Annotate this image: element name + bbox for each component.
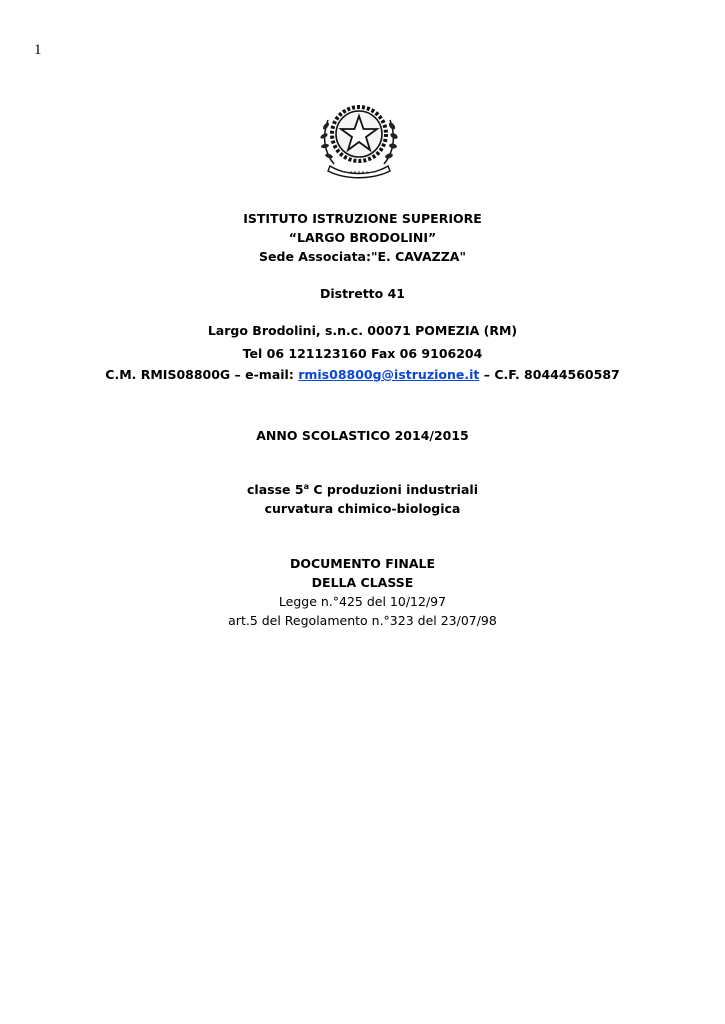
regulation-reference: art.5 del Regolamento n.°323 del 23/07/98 bbox=[228, 613, 497, 628]
school-name: “LARGO BRODOLINI” bbox=[288, 230, 437, 245]
class-line bbox=[0, 482, 725, 498]
class-superscript: a bbox=[303, 482, 309, 491]
address: Largo Brodolini, s.n.c. 00071 POMEZIA (RM) bbox=[207, 323, 518, 338]
class-rest: C produzioni industriali bbox=[308, 482, 478, 497]
tax-code: – C.F. 80444560587 bbox=[483, 367, 620, 382]
email-link[interactable]: rmis08800g@istruzione.it bbox=[298, 367, 480, 382]
law-reference: Legge n.°425 del 10/12/97 bbox=[278, 594, 447, 609]
institute-name: ISTITUTO ISTRUZIONE SUPERIORE bbox=[243, 211, 482, 226]
contact-line bbox=[0, 367, 725, 383]
document-subtitle: DELLA CLASSE bbox=[311, 575, 414, 590]
document-title: DOCUMENTO FINALE bbox=[289, 556, 436, 571]
curriculum: curvatura chimico-biologica bbox=[264, 501, 461, 516]
page-number: 1 bbox=[34, 42, 42, 58]
district: Distretto 41 bbox=[319, 286, 405, 301]
italian-republic-emblem bbox=[316, 96, 402, 180]
class-prefix: classe 5 bbox=[247, 482, 304, 497]
school-year: ANNO SCOLASTICO 2014/2015 bbox=[256, 428, 469, 443]
associated-seat: Sede Associata:"E. CAVAZZA" bbox=[259, 249, 466, 264]
phone-fax: Tel 06 121123160 Fax 06 9106204 bbox=[242, 346, 483, 361]
ministry-code: C.M. RMIS08800G – e-mail: bbox=[105, 367, 294, 382]
